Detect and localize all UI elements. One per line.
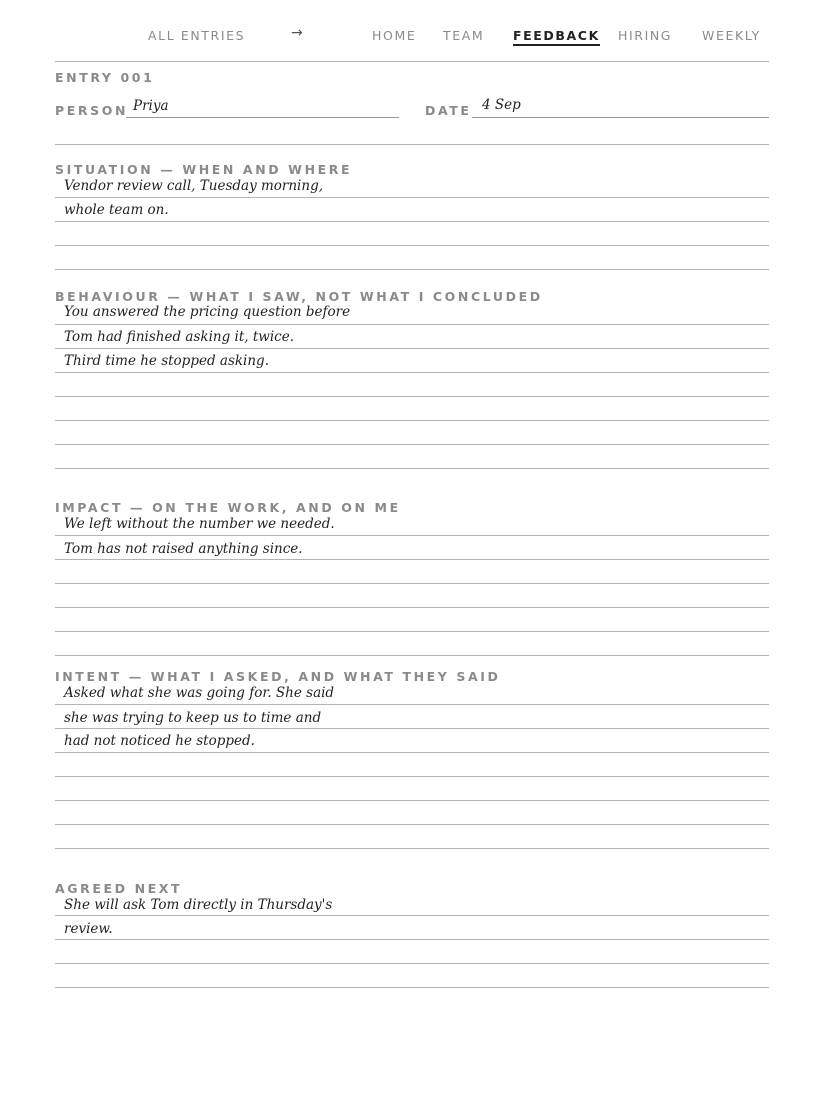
nav-all-entries-link[interactable]: ALL ENTRIES — [148, 28, 246, 43]
intent-line-3[interactable]: had not noticed he stopped. — [64, 733, 255, 749]
ruled-line — [55, 655, 769, 656]
ruled-line — [55, 197, 769, 198]
nav-tab-hiring[interactable]: HIRING — [618, 28, 673, 43]
behaviour-line-1[interactable]: You answered the pricing question before — [64, 304, 351, 320]
ruled-line — [55, 939, 769, 940]
ruled-line — [55, 583, 769, 584]
date-label: DATE — [425, 103, 472, 118]
header-divider — [55, 61, 769, 62]
agreed-next-line-1[interactable]: She will ask Tom directly in Thursday's — [64, 897, 333, 913]
ruled-line — [55, 348, 769, 349]
ruled-line — [55, 987, 769, 988]
ruled-line — [55, 269, 769, 270]
agreed-next-line-2[interactable]: review. — [64, 921, 113, 937]
situation-line-2[interactable]: whole team on. — [64, 202, 169, 218]
ruled-line — [55, 559, 769, 560]
ruled-line — [55, 420, 769, 421]
behaviour-line-3[interactable]: Third time he stopped asking. — [64, 353, 269, 369]
ruled-line — [55, 631, 769, 632]
situation-heading: SITUATION — WHEN AND WHERE — [55, 162, 353, 177]
intent-heading: INTENT — WHAT I ASKED, AND WHAT THEY SAID — [55, 669, 501, 684]
ruled-line — [55, 848, 769, 849]
ruled-line — [55, 824, 769, 825]
nav-tab-home[interactable]: HOME — [372, 28, 417, 43]
person-field[interactable]: Priya — [133, 98, 169, 114]
ruled-line — [55, 776, 769, 777]
ruled-line — [55, 396, 769, 397]
ruled-line — [55, 728, 769, 729]
ruled-line — [55, 607, 769, 608]
intent-line-1[interactable]: Asked what she was going for. She said — [64, 685, 335, 701]
person-field-underline — [126, 117, 399, 118]
date-field-underline — [472, 117, 769, 118]
impact-line-2[interactable]: Tom has not raised anything since. — [64, 541, 303, 557]
impact-heading: IMPACT — ON THE WORK, AND ON ME — [55, 500, 401, 515]
top-navigation — [55, 25, 769, 48]
ruled-line — [55, 468, 769, 469]
ruled-line — [55, 800, 769, 801]
intent-line-2[interactable]: she was trying to keep us to time and — [64, 710, 322, 726]
situation-line-1[interactable]: Vendor review call, Tuesday morning, — [64, 178, 324, 194]
behaviour-heading: BEHAVIOUR — WHAT I SAW, NOT WHAT I CONCLUDED — [55, 289, 543, 304]
date-field[interactable]: 4 Sep — [482, 97, 521, 113]
ruled-line — [55, 372, 769, 373]
entry-header-divider — [55, 144, 769, 145]
nav-tab-weekly[interactable]: WEEKLY — [702, 28, 761, 43]
ruled-line — [55, 324, 769, 325]
ruled-line — [55, 535, 769, 536]
entry-title: ENTRY 001 — [55, 70, 155, 85]
person-label: PERSON — [55, 103, 129, 118]
ruled-line — [55, 963, 769, 964]
arrow-right-icon: → — [291, 25, 303, 41]
ruled-line — [55, 915, 769, 916]
impact-line-1[interactable]: We left without the number we needed. — [64, 516, 335, 532]
nav-tab-team[interactable]: TEAM — [443, 28, 485, 43]
ruled-line — [55, 444, 769, 445]
behaviour-line-2[interactable]: Tom had finished asking it, twice. — [64, 329, 294, 345]
ruled-line — [55, 752, 769, 753]
ruled-line — [55, 221, 769, 222]
nav-tab-feedback[interactable]: FEEDBACK — [513, 28, 600, 46]
ruled-line — [55, 245, 769, 246]
ruled-line — [55, 704, 769, 705]
agreed-next-heading: AGREED NEXT — [55, 881, 183, 896]
